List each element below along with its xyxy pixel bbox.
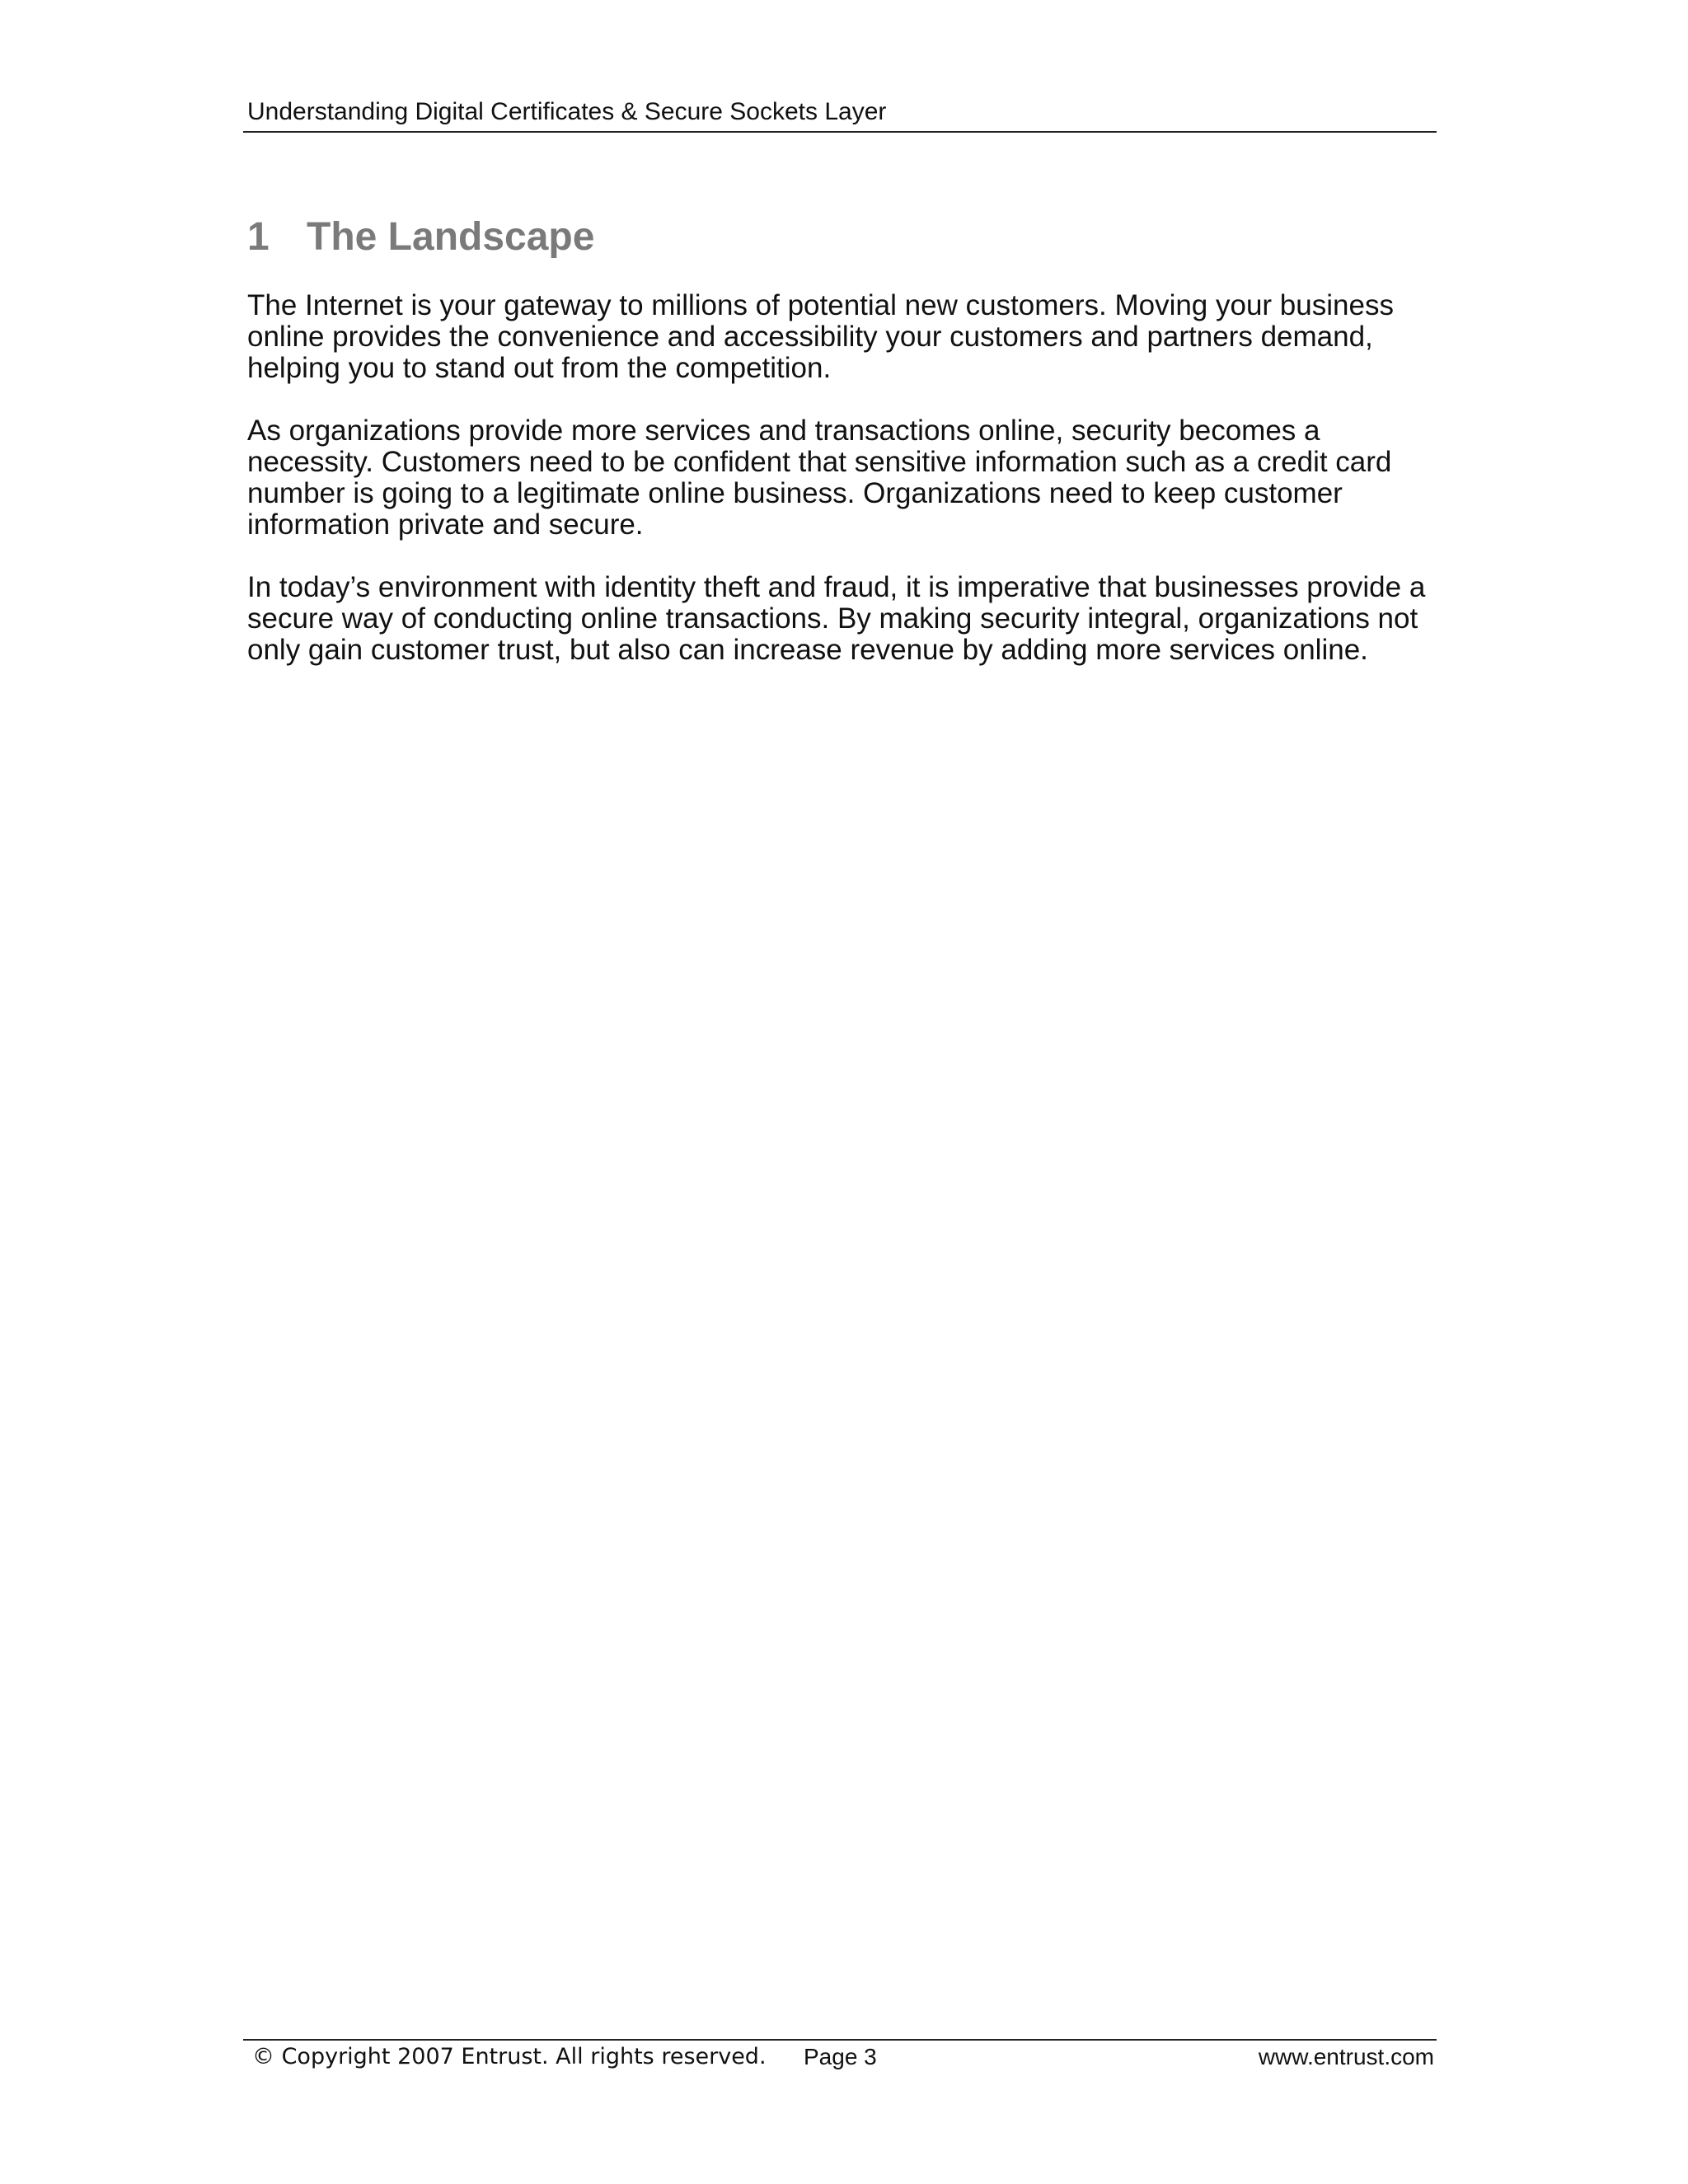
footer-copyright: © Copyright 2007 Entrust. All rights reserved. (252, 2044, 767, 2069)
footer-page-number: Page 3 (804, 2044, 877, 2069)
section-heading (247, 213, 594, 262)
section-title: The Landscape (307, 215, 595, 259)
paragraph-2: As organizations provide more services and transactions online, security becomes a necessity. Customers need to be confident that sensitive information such as a credit card number is going to a legitimate online business. Organizations need to keep customer information private and secure. (247, 415, 1392, 541)
running-header: Understanding Digital Certificates & Secure Sockets Layer (247, 98, 887, 125)
paragraph-3: In today’s environment with identity theft and fraud, it is imperative that businesses provide a secure way of conducting online transactions. By making security integral, organizations not only gain customer trust, but also can increase revenue by adding more services online. (247, 571, 1426, 666)
section-number: 1 (247, 215, 270, 259)
body-text (247, 290, 1438, 697)
header-rule (243, 131, 1437, 133)
paragraph-1: The Internet is your gateway to millions of potential new customers. Moving your business online provides the convenience and accessibility your customers and partners demand, helping you to stand out from the competition. (247, 289, 1394, 384)
footer-rule (243, 2039, 1437, 2041)
footer-website: www.entrust.com (1258, 2044, 1434, 2069)
page-footer (247, 2042, 1434, 2075)
